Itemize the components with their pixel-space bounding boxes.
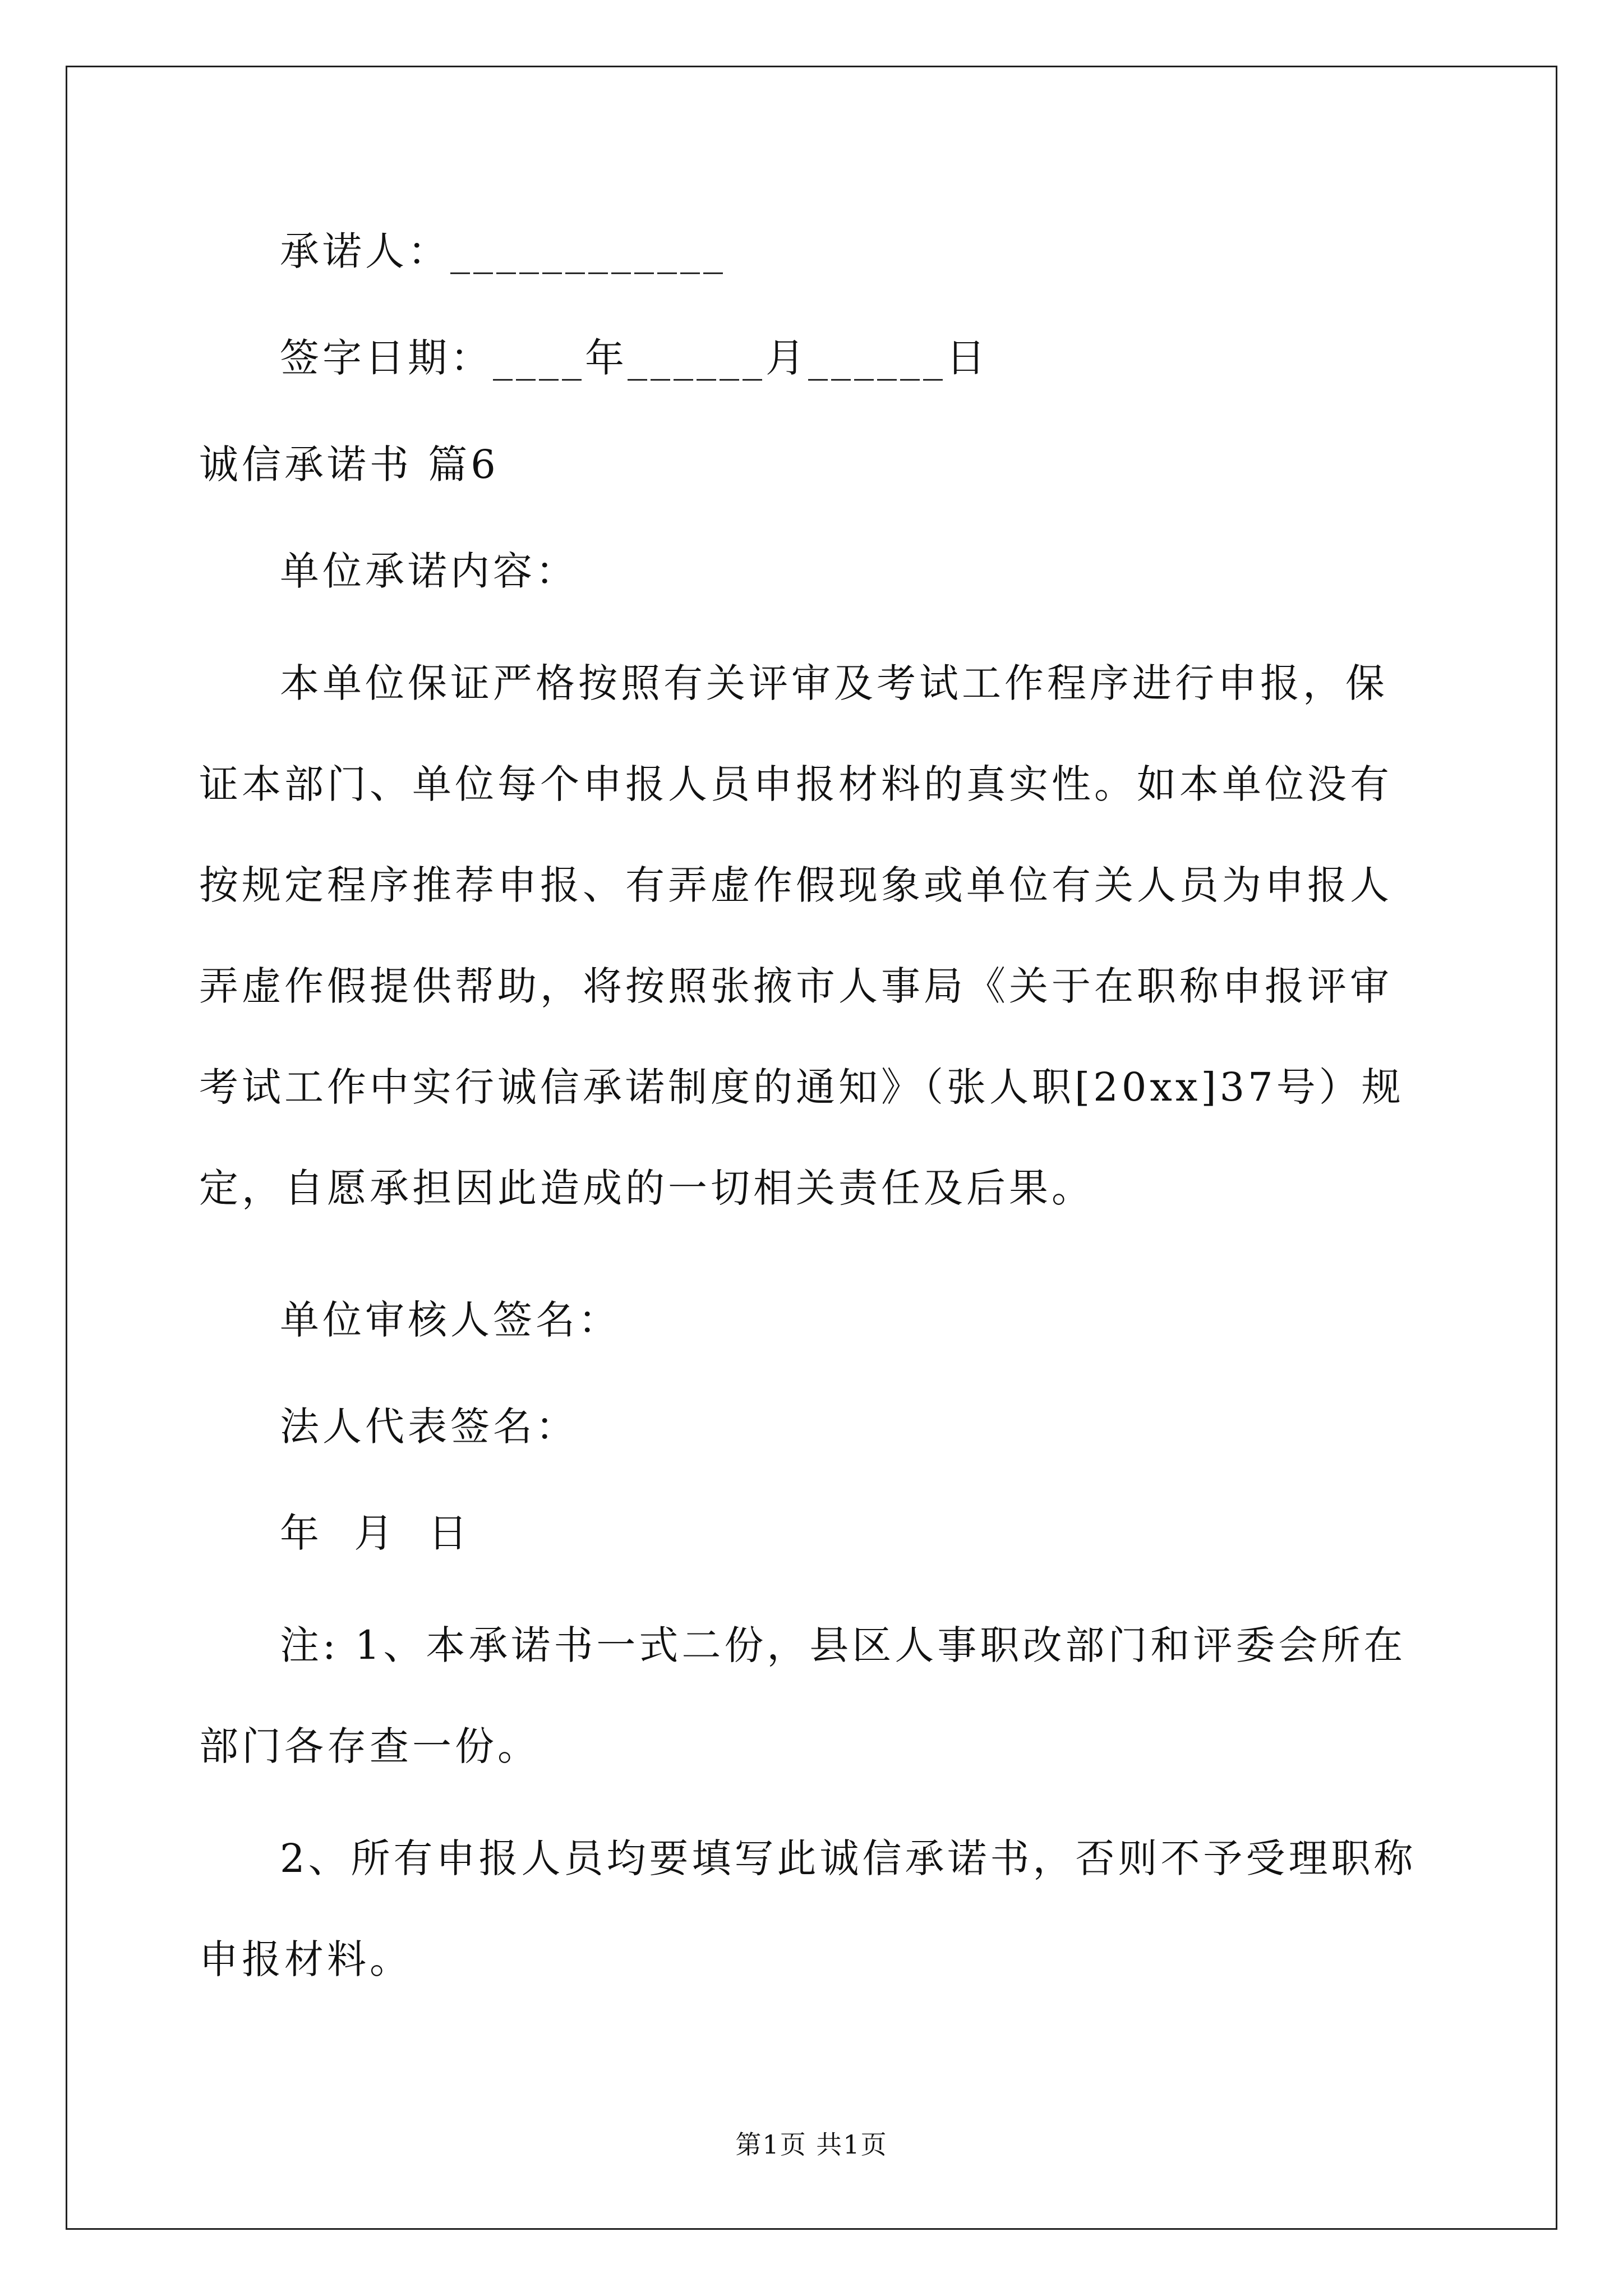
page-footer: 第1页 共1页 — [735, 2129, 888, 2160]
section-title: 诚信承诺书 篇6 — [199, 441, 499, 487]
promisor-line: 承诺人：____________ — [280, 228, 726, 274]
unit-commitment-heading: 单位承诺内容： — [280, 548, 578, 594]
date-line: 年 月 日 — [280, 1510, 471, 1556]
legal-rep-signature-line: 法人代表签名： — [280, 1404, 578, 1450]
note-1-paragraph: 注: 1、本承诺书一式二份，县区人事职改部门和评委会所在部门各存查一份。 — [199, 1622, 1407, 1769]
sign-date-line: 签字日期：____年______月______日 — [280, 335, 989, 381]
auditor-signature-line: 单位审核人签名： — [280, 1297, 621, 1343]
commitment-body-paragraph: 本单位保证严格按照有关评审及考试工作程序进行申报，保证本部门、单位每个申报人员申报材料的真实性。如本单位没有按规定程序推荐申报、有弄虚作假现象或单位有关人员为申报人弄虚作假提供帮助，将按照张掖市人事局《关于在职称申报评审考试工作中实行诚信承诺制度的通知》（张人职[20xx]37号）规定，自愿承担因此造成的一切相关责任及后果。 — [199, 660, 1404, 1211]
note-2-paragraph: 2、所有申报人员均要填写此诚信承诺书，否则不予受理职称申报材料。 — [199, 1835, 1417, 1982]
